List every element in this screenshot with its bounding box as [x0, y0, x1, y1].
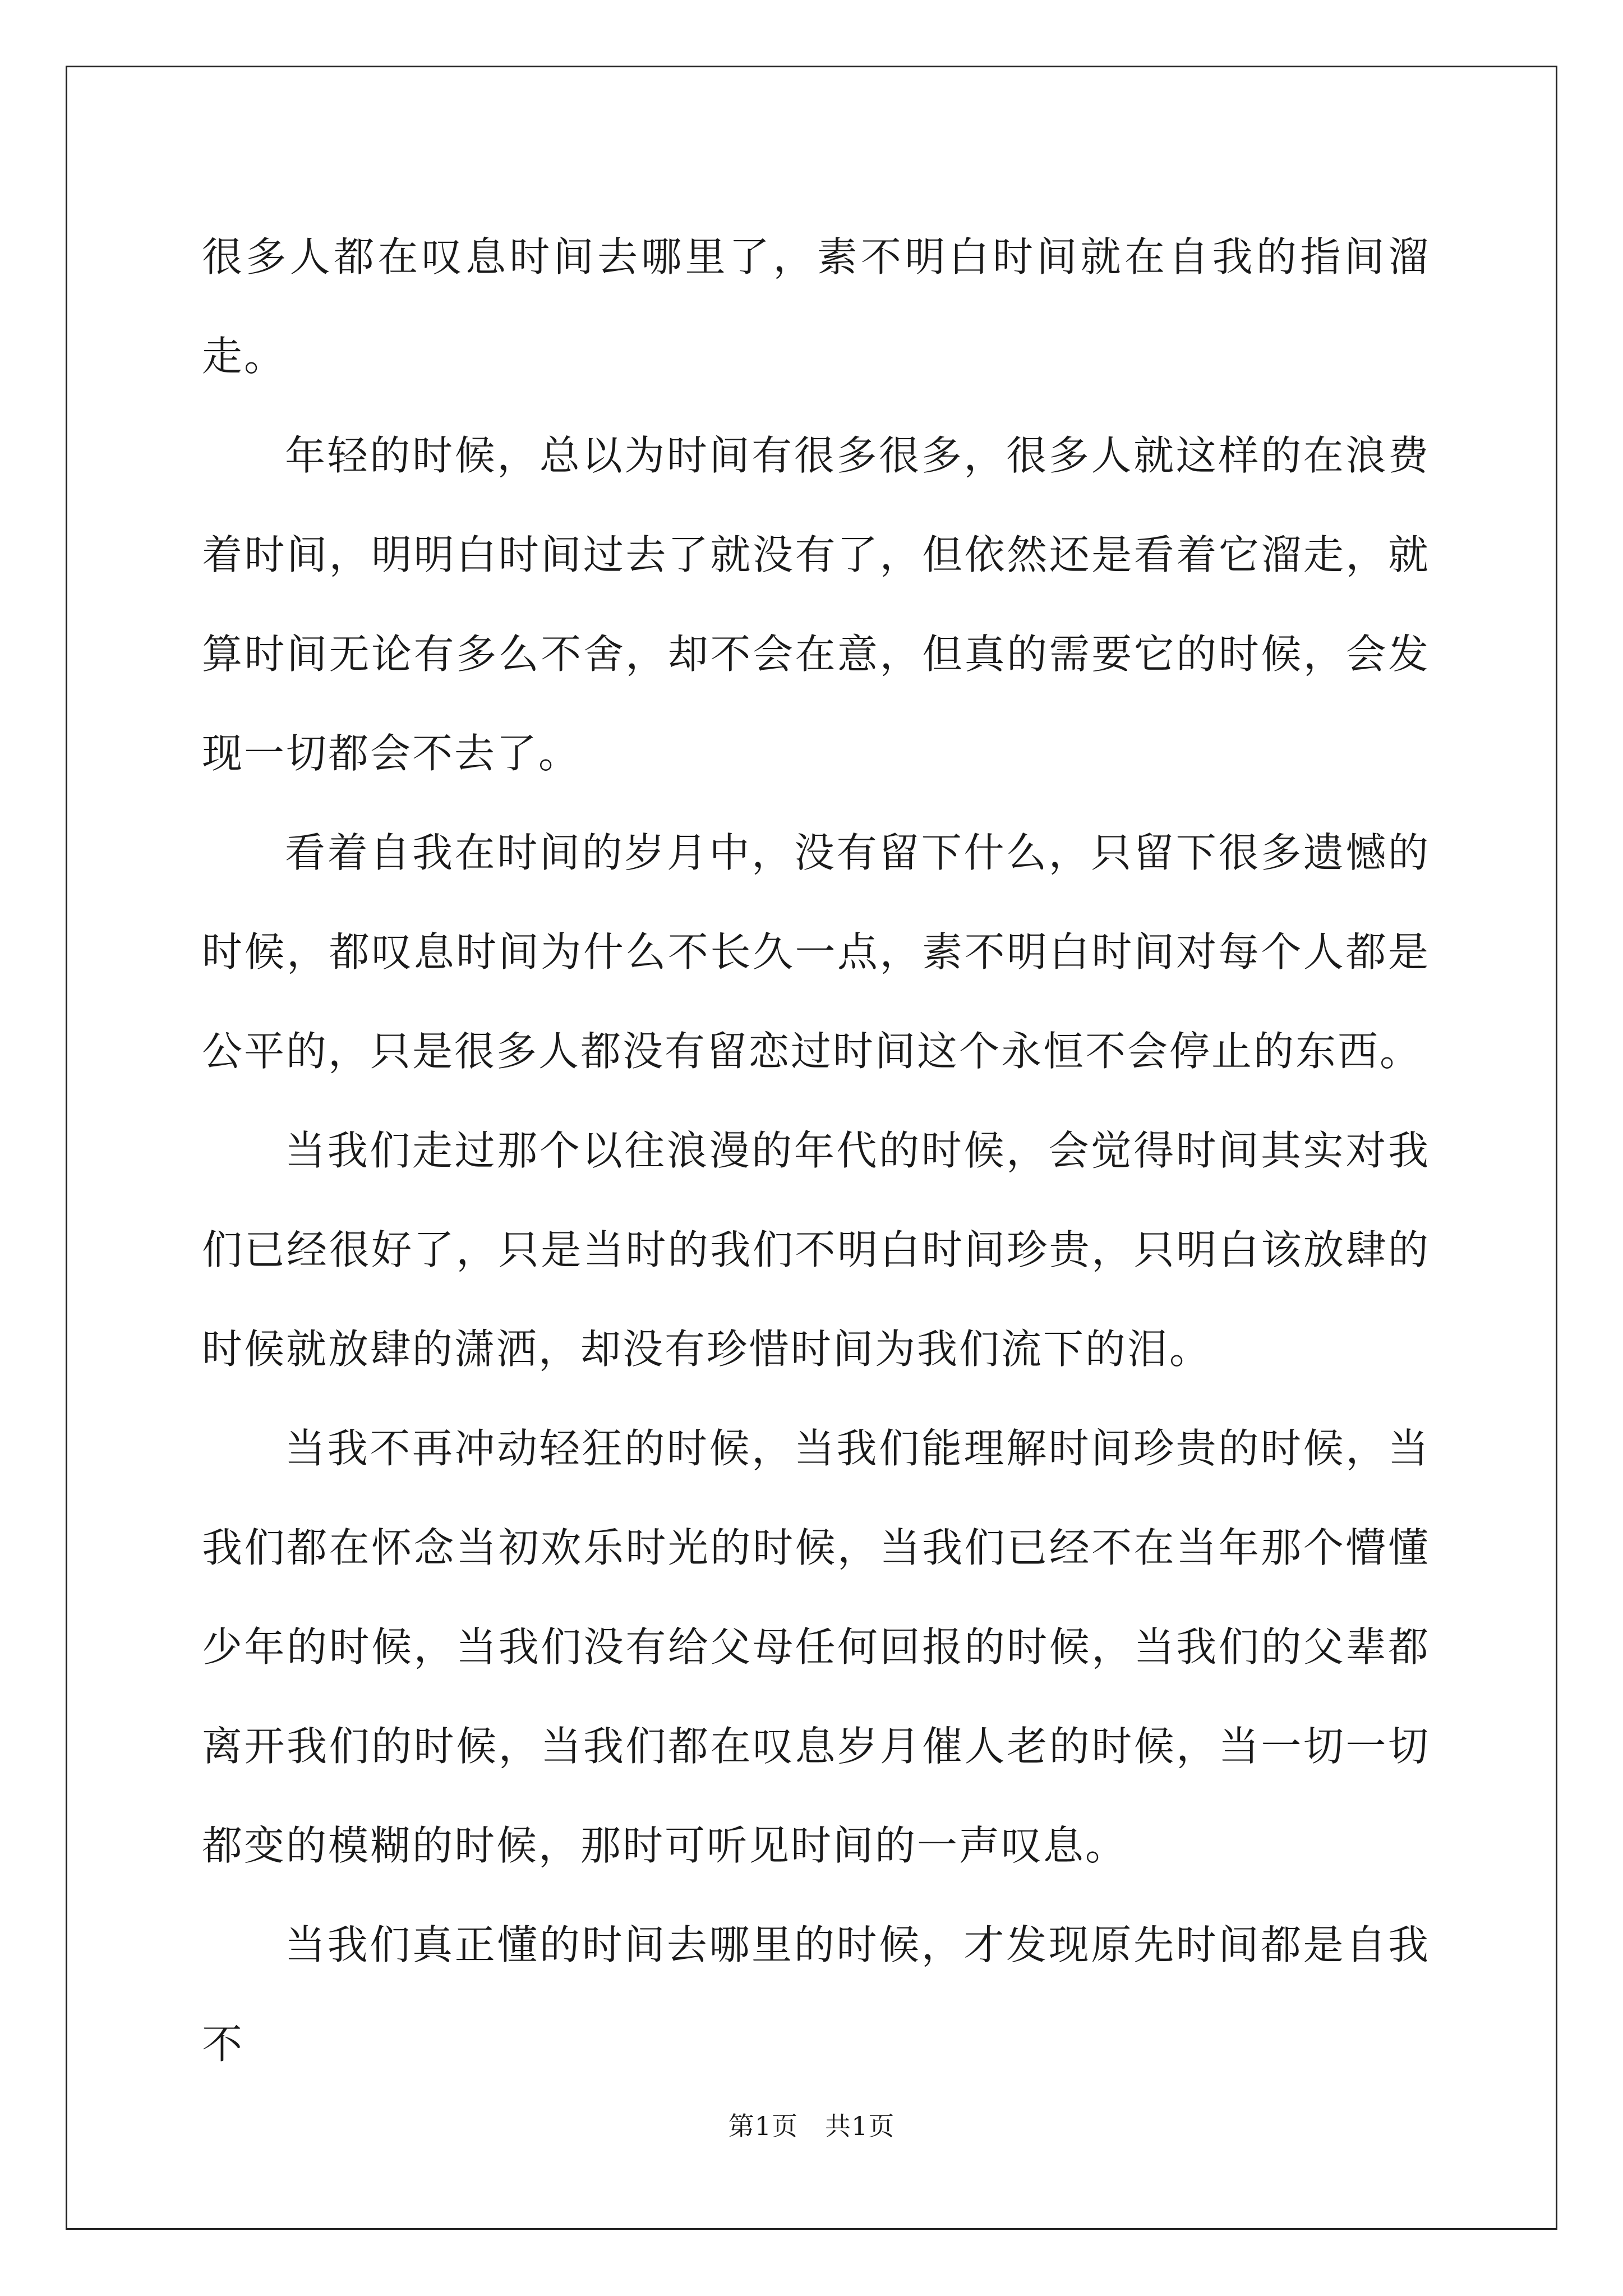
paragraph-3: 看着自我在时间的岁月中，没有留下什么，只留下很多遗憾的时候，都叹息时间为什么不长久一点，素不明白时间对每个人都是公平的，只是很多人都没有留恋过时间这个永恒不会停止的东西。 — [202, 829, 1430, 1075]
paragraph-1: 很多人都在叹息时间去哪里了，素不明白时间就在自我的指间溜走。 — [202, 233, 1430, 380]
page-footer — [0, 2109, 1623, 2143]
page-number-total: 共1页 — [825, 2111, 895, 2141]
document-body — [202, 208, 1430, 2094]
paragraph-6: 当我们真正懂的时间去哪里的时候，才发现原先时间都是自我不 — [202, 1921, 1430, 2068]
paragraph-5: 当我不再冲动轻狂的时候，当我们能理解时间珍贵的时候，当我们都在怀念当初欢乐时光的时候，当我们已经不在当年那个懵懂少年的时候，当我们没有给父母任何回报的时候，当我们的父辈都离开我们的时候，当我们都在叹息岁月催人老的时候，当一切一切都变的模糊的时候，那时可听见时间的一声叹息。 — [202, 1425, 1430, 1869]
paragraph-2: 年轻的时候，总以为时间有很多很多，很多人就这样的在浪费着时间，明明白时间过去了就没有了，但依然还是看着它溜走，就算时间无论有多么不舍，却不会在意，但真的需要它的时候，会发现一切都会不去了。 — [202, 432, 1430, 777]
paragraph-4: 当我们走过那个以往浪漫的年代的时候，会觉得时间其实对我们已经很好了，只是当时的我们不明白时间珍贵，只明白该放肆的时候就放肆的潇洒，却没有珍惜时间为我们流下的泪。 — [202, 1127, 1430, 1373]
page-number-current: 第1页 — [728, 2111, 798, 2141]
